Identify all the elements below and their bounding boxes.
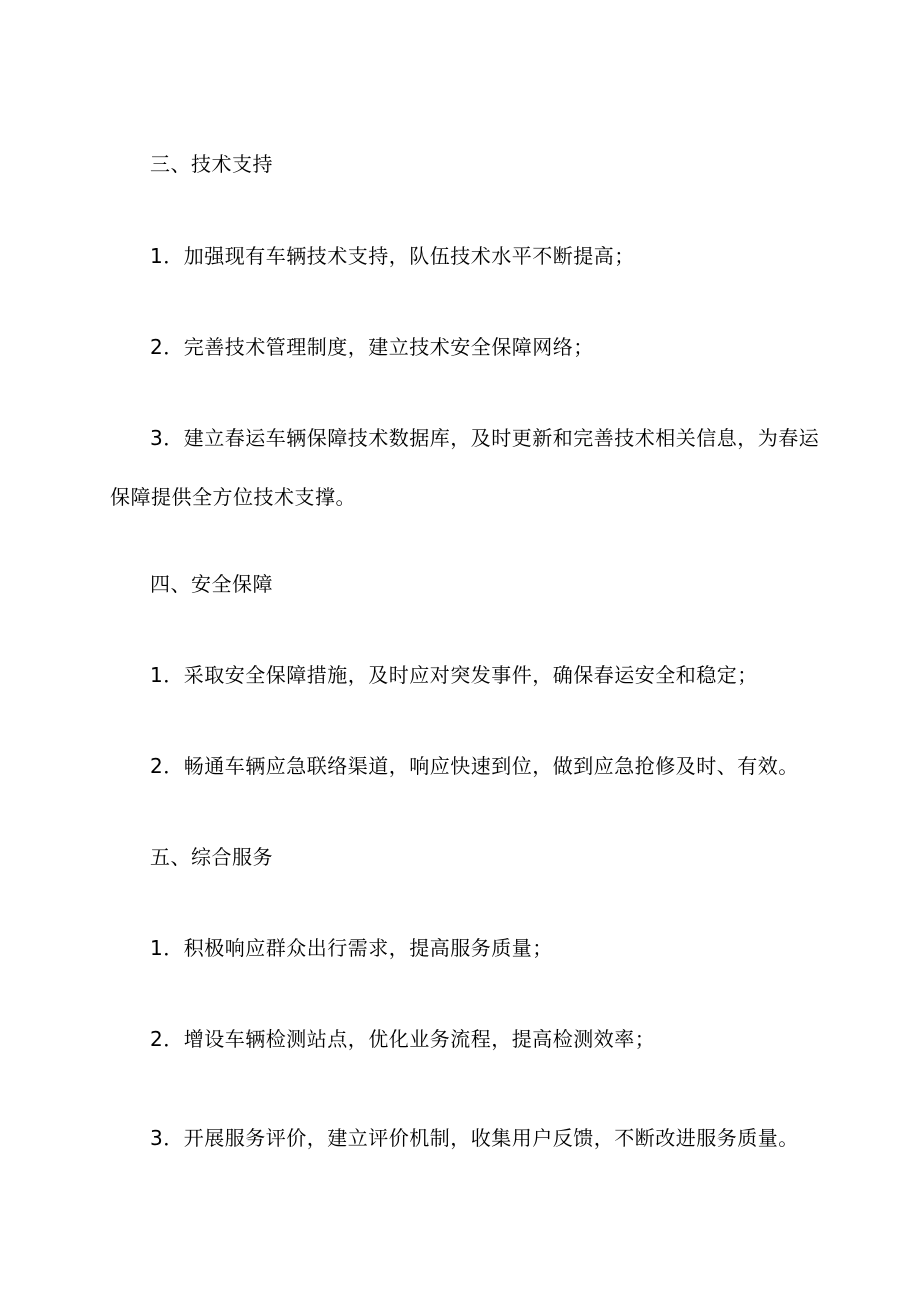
section-heading-safety: 四、安全保障 (150, 572, 273, 596)
paragraph-item: 2．增设车辆检测站点，优化业务流程，提高检测效率； (150, 1027, 656, 1051)
paragraph-item: 3．建立春运车辆保障技术数据库，及时更新和完善技术相关信息，为春运 (150, 426, 820, 450)
paragraph-item: 3．开展服务评价，建立评价机制，收集用户反馈，不断改进服务质量。 (150, 1126, 799, 1150)
section-heading-service: 五、综合服务 (150, 845, 273, 869)
paragraph-item: 1．加强现有车辆技术支持，队伍技术水平不断提高； (150, 244, 635, 268)
section-heading-tech-support: 三、技术支持 (150, 152, 273, 176)
paragraph-item: 1．采取安全保障措施，及时应对突发事件，确保春运安全和稳定； (150, 663, 758, 687)
paragraph-item: 1．积极响应群众出行需求，提高服务质量； (150, 936, 553, 960)
paragraph-item: 2．畅通车辆应急联络渠道，响应快速到位，做到应急抢修及时、有效。 (150, 754, 799, 778)
paragraph-item: 2．完善技术管理制度，建立技术安全保障网络； (150, 335, 594, 359)
paragraph-continuation: 保障提供全方位技术支撑。 (110, 485, 356, 509)
